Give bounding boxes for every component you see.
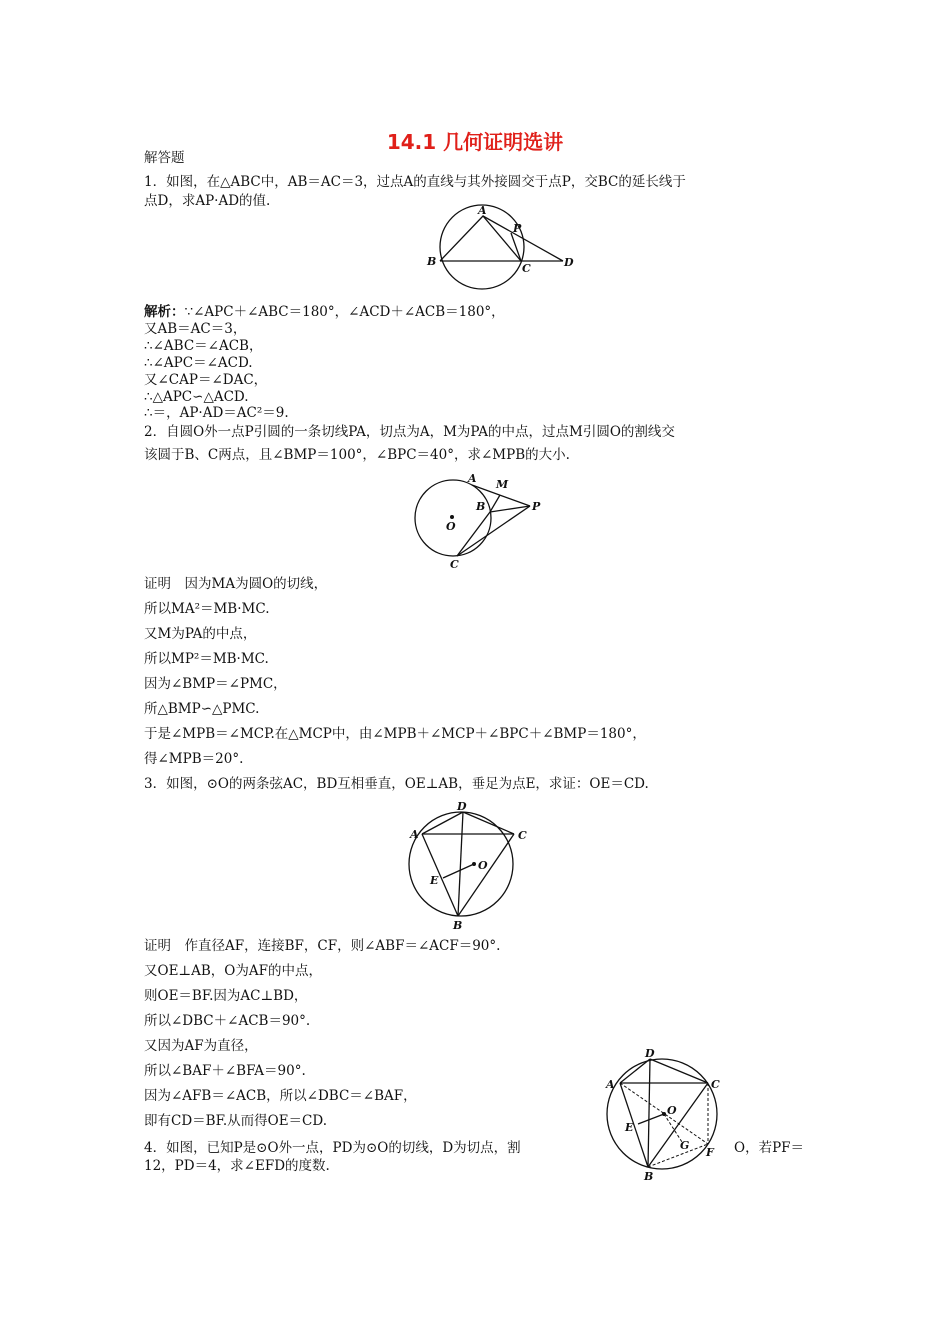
sol3-chord-bd [648, 1059, 650, 1167]
sol2-line1: 证明 因为MA为圆O的切线， [144, 576, 328, 592]
sol3-label-d: D [645, 1047, 655, 1060]
sol3-center-dot [662, 1112, 666, 1116]
q4-text-line1b: O，若PF＝ [734, 1140, 805, 1156]
q1-text-line1: 1．如图，在△ABC中，AB＝AC＝3，过点A的直线与其外接圆交于点P，交BC的延长线于 [144, 174, 686, 190]
q2-label-a: A [468, 472, 477, 485]
sol3-line6: 所以∠BAF＋∠BFA＝90°. [144, 1063, 306, 1079]
q2-label-c: C [450, 558, 459, 571]
q2-text-line1: 2．自圆O外一点P引圆的一条切线PA，切点为A，M为PA的中点，过点M引圆O的割线交 [144, 424, 675, 440]
sol2-line4: 所以MP²＝MB·MC. [144, 651, 269, 667]
q4-text-line2: 12，PD＝4，求∠EFD的度数. [144, 1158, 330, 1174]
sol2-line7: 于是∠MPB＝∠MCP.在△MCP中，由∠MPB＋∠MCP＋∠BPC＋∠BMP＝180°， [144, 726, 646, 742]
q3-figure [408, 798, 538, 933]
section-heading: 解答题 [144, 150, 185, 166]
q2-label-b: B [476, 500, 486, 513]
sol1-line3: ∴∠ABC＝∠ACB， [144, 338, 263, 354]
q2-label-p: P [532, 500, 541, 513]
sol3-segment-oe [638, 1114, 664, 1124]
sol3-segment-og [664, 1114, 682, 1142]
q3-label-e: E [430, 874, 439, 887]
q3-segment-oe [443, 864, 474, 878]
sol1-line6: ∴△APC∽△ACD. [144, 389, 249, 405]
q2-text-line2: 该圆于B、C两点，且∠BMP＝100°，∠BPC＝40°，求∠MPB的大小. [144, 447, 570, 463]
q3-segment-cb [458, 834, 514, 916]
sol3-label-o: O [667, 1104, 677, 1117]
q3-label-c: C [518, 829, 527, 842]
q2-line-cp [457, 506, 530, 556]
q3-label-d: D [457, 800, 467, 813]
sol3-line5: 又因为AF为直径， [144, 1038, 258, 1054]
sol3-label-b: B [644, 1170, 654, 1183]
sol3-line1: 证明 作直径AF，连接BF，CF，则∠ABF＝∠ACF＝90°. [144, 938, 501, 954]
q2-line-mb [490, 495, 500, 512]
page-title: 14.1 几何证明选讲 [386, 130, 564, 154]
q1-label-c: C [522, 262, 531, 275]
sol1-line2: 又AB＝AC＝3， [144, 321, 247, 337]
sol3-label-g: G [680, 1139, 690, 1152]
q1-label-p: P [513, 222, 522, 235]
q3-center-dot [472, 862, 476, 866]
sol3-figure [600, 1046, 730, 1184]
q1-figure [420, 204, 580, 296]
sol3-line3: 则OE＝BF.因为AC⊥BD， [144, 988, 308, 1004]
sol2-line2: 所以MA²＝MB·MC. [144, 601, 270, 617]
sol2-line3: 又M为PA的中点， [144, 626, 257, 642]
sol2-line5: 因为∠BMP＝∠PMC， [144, 676, 287, 692]
sol3-line8: 即有CD＝BF.从而得OE＝CD. [144, 1113, 328, 1129]
q2-center-dot [450, 515, 454, 519]
sol2-line6: 所△BMP∽△PMC. [144, 701, 260, 717]
q1-label-b: B [427, 255, 437, 268]
sol1-line1 [144, 304, 505, 320]
sol1-line1-text: ∵∠APC＋∠ABC＝180°，∠ACD＋∠ACB＝180°， [184, 304, 505, 320]
sol3-label-a: A [606, 1078, 615, 1091]
q4-text-line1a: 4．如图，已知P是⊙O外一点，PD为⊙O的切线，D为切点，割 [144, 1140, 521, 1156]
q1-label-a: A [478, 204, 487, 217]
sol2-line8: 得∠MPB＝20°. [144, 751, 244, 767]
q2-label-m: M [496, 478, 509, 491]
q3-segment-dc [463, 812, 514, 834]
sol1-line5: 又∠CAP＝∠DAC， [144, 372, 268, 388]
q2-line-bp [490, 506, 530, 512]
q3-text-line1: 3．如图，⊙O的两条弦AC，BD互相垂直，OE⊥AB，垂足为点E，求证：OE＝CD. [144, 776, 649, 792]
q2-figure [408, 472, 558, 572]
sol1-line4: ∴∠APC＝∠ACD. [144, 355, 253, 371]
sol3-label-c: C [711, 1078, 720, 1091]
sol3-segment-dc [650, 1059, 708, 1083]
q3-chord-bd [458, 812, 463, 916]
q3-label-a: A [410, 828, 419, 841]
q1-text-line2: 点D，求AP·AD的值. [144, 193, 271, 209]
sol3-line2: 又OE⊥AB，O为AF的中点， [144, 963, 322, 979]
sol3-line7: 因为∠AFB＝∠ACB，所以∠DBC＝∠BAF， [144, 1088, 417, 1104]
sol3-line4: 所以∠DBC＋∠ACB＝90°. [144, 1013, 311, 1029]
q3-label-b: B [453, 919, 463, 932]
sol3-segment-ad [620, 1059, 650, 1083]
q1-triangle [440, 216, 521, 261]
sol3-label-f: F [706, 1146, 714, 1159]
q1-label-d: D [564, 256, 574, 269]
q3-label-o: O [478, 859, 488, 872]
sol1-line7: ∴＝，AP·AD＝AC²＝9. [144, 405, 289, 421]
q2-label-o: O [446, 520, 456, 533]
sol3-label-e: E [625, 1121, 634, 1134]
sol1-head: 解析： [144, 304, 185, 320]
